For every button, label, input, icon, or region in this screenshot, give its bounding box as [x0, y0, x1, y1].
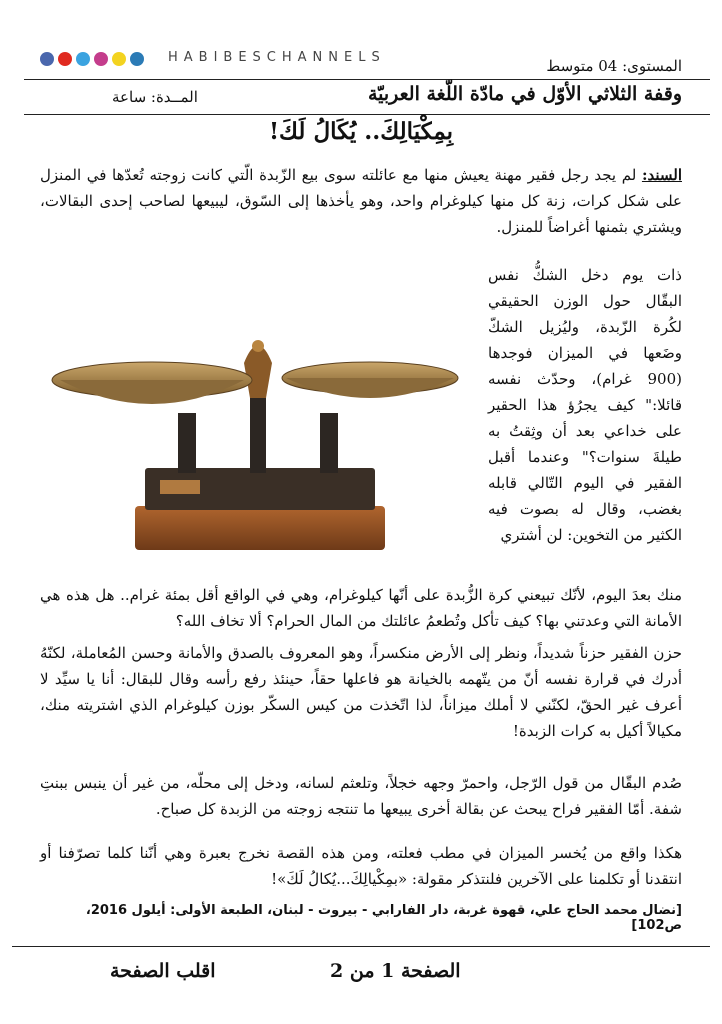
continuation-paragraph: منك بعدَ اليوم، لأنّك تبيعني كرة الزُّبدة على أنّها كيلوغرام، وهي في الواقع أقل بمئة غرام.. هل هذه هي الأمانة التي وعدتني بها؟ كيف تأكل وتُطعمُ عائلتك من المال الحرام؟ ألا تخاف الله؟: [40, 586, 682, 630]
balance-scale-icon: [40, 318, 470, 568]
twitter-icon[interactable]: [76, 52, 90, 66]
balance-scale-image: [40, 318, 470, 568]
source-citation: [نضال محمد الحاج علي، قهوة غربة، دار الفارابي - بيروت - لبنان، الطبعة الأولى: أيلول 2016، ص102]: [85, 903, 682, 933]
instagram-icon[interactable]: [94, 52, 108, 66]
paragraph-3: حزن الفقير حزناً شديداً، ونظر إلى الأرض منكسراً، وهو المعروف بالصدق والأمانة وحسن المُعاملة، لكنّهُ أدرك في قرارة نفسه أنّ من يتّهمه بالخيانة هو فاعلها حقاً، حينئذ رفع رأسه وقال للبقال: أنا يا سيِّد لا أعرف غير الحقّ، لكنّني لا أملك ميزاناً، لذا اتّخذت من كيس السكّر بوزن كيلوغرام الذي اشتريته منك، مكيالاً أكيل به كرات الزبدة!: [40, 644, 682, 740]
divider: [24, 114, 710, 115]
text-title: بِمِكْيَالِكَ.. يُكَالُ لَكَ!: [268, 118, 454, 145]
divider: [24, 79, 710, 80]
page-number: الصفحة 1 من 2: [330, 960, 461, 982]
turn-page-label: اقلب الصفحة: [110, 960, 216, 982]
paragraph-5: هكذا واقع من يُخسر الميزان في مطب فعلته، ومن هذه القصة نخرج بعبرة وهي أنّنا كلما تصرّفنا أو انتقدنا أو تكلمنا على الآخرين فلنتذكر مقولة: «بمِكْيالِكَ...يُكالُ لَكَ»!: [40, 844, 682, 888]
paragraph-4: صُدم البقّال من قول الرّجل، واحمرّ وجهه خجلاً، وتلعثم لسانه، ودخل إلى محلّه، من غير أن ينبس ببنتِ شفة. أمّا الفقير فراح يبحث عن بقالة أخرى يبيعها ما تنتجه زوجته من الزبدة كل صباح.: [40, 774, 682, 818]
intro-paragraph: [40, 162, 682, 240]
channel-name: HABIBESCHANNELS: [168, 50, 386, 65]
source-label: السند:: [641, 166, 682, 184]
level-label: المستوى: 04 متوسط: [546, 57, 682, 75]
facebook-icon[interactable]: [40, 52, 54, 66]
duration-label: المــدة: ساعة: [112, 88, 198, 106]
intro-text: لم يجد رجل فقير مهنة يعيش منها مع عائلته سوى بيع الزّبدة الّتي كانت زوجته تُعدّها في المنزل على شكل كرات، زنة كل منها كيلوغرام واحد، وهو يأخذها إلى السّوق، ليبيعها لصاحب إحدى البقالات، ويشتري بثمنها أغراضاً للمنزل.: [40, 166, 682, 236]
snapchat-icon[interactable]: [112, 52, 126, 66]
social-icons: [40, 52, 144, 66]
side-paragraph: ذات يوم دخل الشكُّ نفس البقّال حول الوزن الحقيقي لكُرة الزّبدة، وليُزيل الشكّ وضَعها في الميزان فوجدها (900 غرام)، وحدّث نفسه قائلا:" كيف يجرُؤ هذا الحقير على خداعي بعد أن وثِقتُ به طيلةَ سنوات؟" وعندما أقبل الفقير في اليوم التّالي قابله بغضب، وقال له بصوت فيه الكثير من التخوين: لن أشتري: [488, 266, 682, 544]
linkedin-icon[interactable]: [130, 52, 144, 66]
divider: [12, 946, 710, 947]
youtube-icon[interactable]: [58, 52, 72, 66]
page-title: وقفة الثلاثي الأوّل في مادّة اللّغة العربيّة: [367, 83, 682, 105]
